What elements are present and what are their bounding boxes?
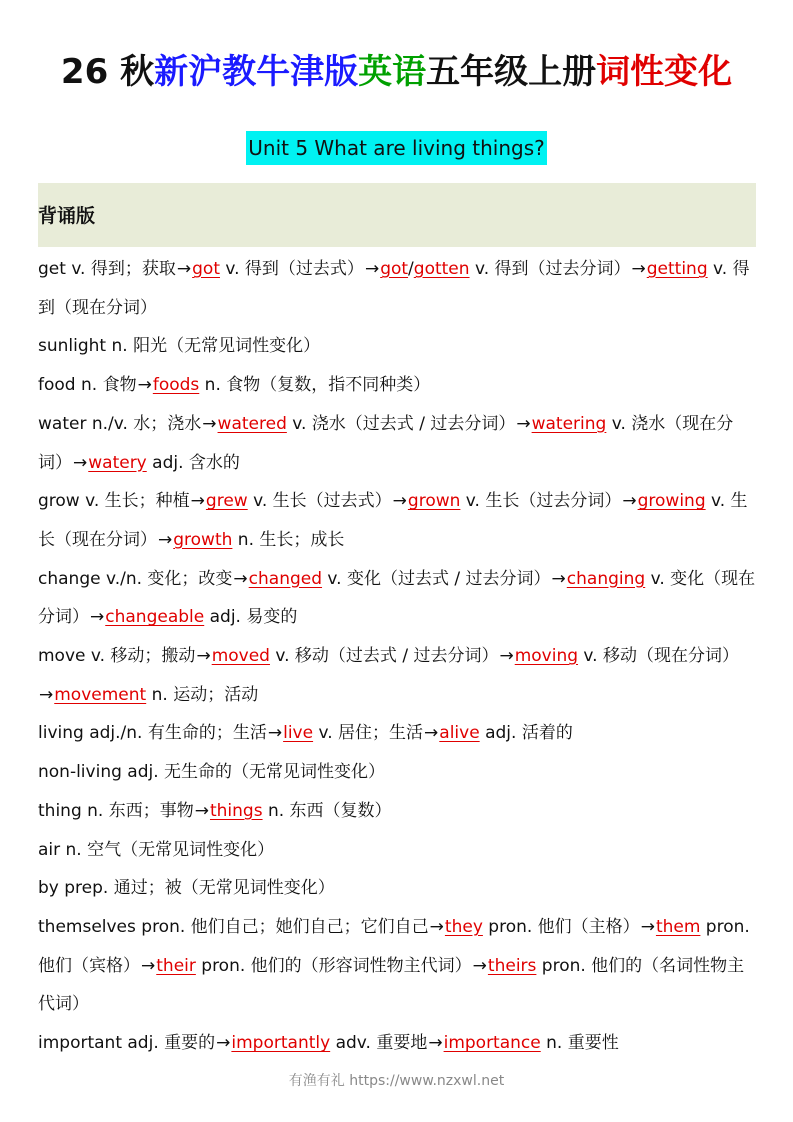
word-entry xyxy=(38,908,756,1024)
word-entry xyxy=(38,1024,756,1063)
word-form: watering xyxy=(531,413,607,434)
word-entry xyxy=(38,250,756,327)
word-text: / xyxy=(408,259,414,279)
word-entry xyxy=(38,560,756,637)
word-form: theirs xyxy=(487,955,537,976)
word-form: foods xyxy=(152,375,200,396)
arrow-icon: → xyxy=(267,723,283,744)
arrow-icon: → xyxy=(428,1033,443,1054)
word-text: v. 浇水（过去式 / 过去分词） xyxy=(286,413,516,434)
word-form: moving xyxy=(514,646,579,667)
word-text: v. 得到（过去式） xyxy=(219,259,364,279)
word-text: living adj./n. 有生命的；生活 xyxy=(38,723,267,744)
word-form: growth xyxy=(173,529,233,550)
arrow-icon: → xyxy=(158,529,173,550)
word-form: changed xyxy=(248,568,323,589)
word-text: non-living adj. 无生命的（无常见词性变化） xyxy=(38,762,386,783)
word-form: got xyxy=(380,259,409,279)
word-text: pron. 他们（主格） xyxy=(482,916,640,937)
word-text: adj. 含水的 xyxy=(146,452,240,473)
word-text: water n./v. 水；浇水 xyxy=(38,413,202,434)
word-form: alive xyxy=(439,723,480,744)
unit-heading-wrap xyxy=(0,131,793,165)
word-form: got xyxy=(192,259,220,279)
word-entry xyxy=(38,637,756,714)
word-text: important adj. 重要的 xyxy=(38,1033,216,1054)
word-text: n. 重要性 xyxy=(540,1033,619,1054)
word-text: by prep. 通过；被（无常见词性变化） xyxy=(38,878,335,899)
word-text: n. 东西（复数） xyxy=(262,800,392,821)
unit-heading: Unit 5 What are living things? xyxy=(246,131,546,165)
word-form: growing xyxy=(637,491,706,512)
word-text: v. 居住；生活 xyxy=(313,723,424,744)
arrow-icon: → xyxy=(392,491,407,512)
word-text: v. 浇水（现在分词） xyxy=(38,413,734,473)
section-label: 背诵版 xyxy=(38,205,96,227)
arrow-icon: → xyxy=(196,646,211,667)
word-form: gotten xyxy=(413,259,470,279)
word-text: n. 生长；成长 xyxy=(232,529,345,550)
footer-watermark: 有渔有礼 https://www.nzxwl.net xyxy=(288,1073,505,1089)
word-text: v. 移动（过去式 / 过去分词） xyxy=(269,646,499,667)
word-text: v. 生长（过去式） xyxy=(247,491,392,512)
arrow-icon: → xyxy=(499,646,514,667)
word-text: v. 移动（现在分词） xyxy=(578,646,739,667)
word-form: watered xyxy=(217,413,287,434)
title-segment: 五年级上册 xyxy=(426,52,597,92)
word-entry xyxy=(38,482,756,559)
word-entry xyxy=(38,366,756,405)
word-text: v. 得到（现在分词） xyxy=(38,259,750,318)
arrow-icon: → xyxy=(176,259,192,279)
arrow-icon: → xyxy=(429,916,444,937)
word-text: change v./n. 变化；改变 xyxy=(38,568,233,589)
word-entry xyxy=(38,869,756,908)
arrow-icon: → xyxy=(233,568,248,589)
arrow-icon: → xyxy=(551,568,566,589)
arrow-icon: → xyxy=(631,259,646,279)
word-form: watery xyxy=(88,452,147,473)
word-entry xyxy=(38,405,756,482)
word-text: pron. 他们的（形容词性物主代词） xyxy=(195,955,472,976)
arrow-icon: → xyxy=(137,375,152,396)
word-entry xyxy=(38,753,756,792)
word-text: pron. 他们（宾格） xyxy=(38,916,750,976)
word-text: adj. 活着的 xyxy=(479,723,573,744)
word-text: v. 生长（过去分词） xyxy=(460,491,622,512)
word-entry xyxy=(38,714,756,753)
word-entry xyxy=(38,831,756,870)
arrow-icon: → xyxy=(73,452,88,473)
arrow-icon: → xyxy=(194,800,209,821)
word-list xyxy=(38,250,756,1063)
word-text: v. 变化（现在分词） xyxy=(38,568,756,628)
word-text: v. 变化（过去式 / 过去分词） xyxy=(322,568,551,589)
word-form: importantly xyxy=(231,1033,331,1054)
title-segment: 新沪教牛津版 xyxy=(154,52,359,92)
word-text: themselves pron. 他们自己；她们自己；它们自己 xyxy=(38,916,429,937)
word-form: moved xyxy=(211,646,270,667)
title-segment: 26 秋 xyxy=(60,52,155,92)
title-segment: 词性变化 xyxy=(596,52,733,92)
word-form: their xyxy=(156,955,196,976)
word-form: movement xyxy=(54,684,147,705)
section-label-bar xyxy=(38,183,756,247)
arrow-icon: → xyxy=(190,491,205,512)
arrow-icon: → xyxy=(472,955,487,976)
arrow-icon: → xyxy=(622,491,637,512)
word-entry xyxy=(38,327,756,366)
word-text: pron. 他们的（名词性物主代词） xyxy=(38,955,745,1015)
word-form: they xyxy=(444,916,483,937)
arrow-icon: → xyxy=(141,955,156,976)
word-text: n. 运动；活动 xyxy=(146,684,259,705)
arrow-icon: → xyxy=(39,684,54,705)
arrow-icon: → xyxy=(202,413,217,434)
arrow-icon: → xyxy=(90,607,105,628)
word-text: adj. 易变的 xyxy=(204,607,298,628)
word-form: live xyxy=(283,723,314,744)
word-text: grow v. 生长；种植 xyxy=(38,491,190,512)
word-text: food n. 食物 xyxy=(38,375,137,396)
arrow-icon: → xyxy=(364,259,380,279)
arrow-icon: → xyxy=(640,916,655,937)
arrow-icon: → xyxy=(424,723,439,744)
word-text: n. 食物（复数，指不同种类） xyxy=(199,375,431,396)
title-segment: 英语 xyxy=(358,52,427,92)
word-text: v. 生长（现在分词） xyxy=(38,491,748,550)
word-text: thing n. 东西；事物 xyxy=(38,800,194,821)
word-form: getting xyxy=(646,259,708,279)
page-title xyxy=(0,44,793,93)
word-form: grew xyxy=(205,491,248,512)
word-text: get v. 得到；获取 xyxy=(38,259,176,279)
arrow-icon: → xyxy=(216,1033,231,1054)
word-text: move v. 移动；搬动 xyxy=(38,646,196,667)
word-form: grown xyxy=(407,491,461,512)
word-form: things xyxy=(209,800,263,821)
word-form: importance xyxy=(443,1033,541,1054)
word-text: sunlight n. 阳光（无常见词性变化） xyxy=(38,336,321,357)
word-text: air n. 空气（无常见词性变化） xyxy=(38,839,275,860)
word-text: adv. 重要地 xyxy=(330,1033,428,1054)
arrow-icon: → xyxy=(516,413,531,434)
word-form: changeable xyxy=(105,607,205,628)
word-entry xyxy=(38,792,756,831)
word-form: changing xyxy=(566,568,646,589)
word-form: them xyxy=(655,916,701,937)
word-text: v. 得到（过去分词） xyxy=(469,259,631,279)
